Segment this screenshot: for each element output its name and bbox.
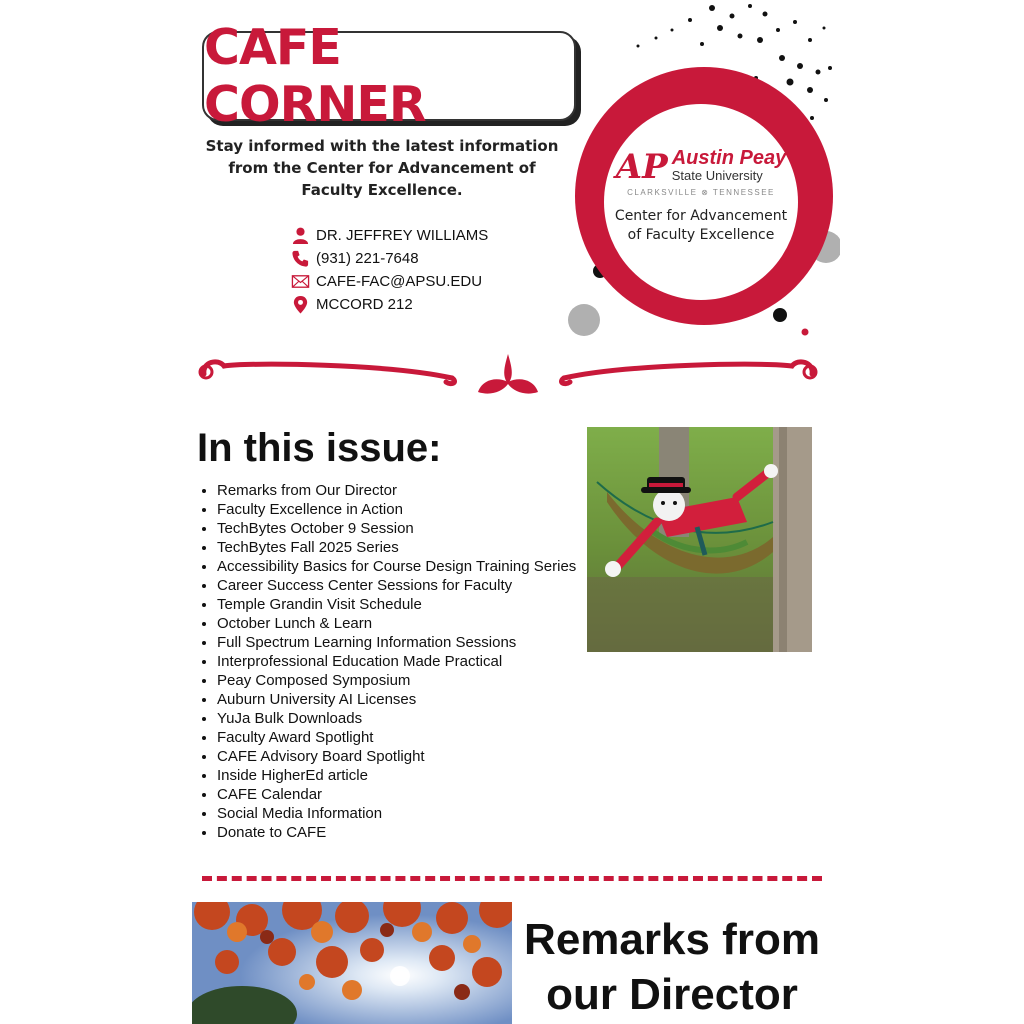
contact-director-text: DR. JEFFREY WILLIAMS [316, 226, 489, 244]
list-item: • Accessibility Basics for Course Design Training Series [217, 557, 587, 576]
list-item: • Full Spectrum Learning Information Sessions [217, 633, 587, 652]
list-item: • Remarks from Our Director [217, 481, 587, 500]
contact-location-text: MCCORD 212 [316, 295, 413, 313]
contact-phone[interactable] [291, 247, 571, 269]
remarks-heading: Remarks from our Director [524, 915, 820, 1019]
university-name-line1: Austin Peay [671, 147, 787, 169]
contact-email[interactable] [291, 270, 571, 292]
list-item: • October Lunch & Learn [217, 614, 587, 633]
cafe-badge-inner [604, 104, 798, 300]
center-name: Center for Advancement of Faculty Excellence [614, 208, 788, 243]
location-pin-icon [291, 295, 310, 314]
list-item: • Social Media Information [217, 804, 587, 823]
list-item: • Donate to CAFE [217, 823, 587, 842]
list-item: • Career Success Center Sessions for Faculty [217, 576, 587, 595]
section-divider [202, 876, 822, 881]
list-item: • Inside HigherEd article [217, 766, 587, 785]
contact-email-text[interactable]: CAFE-FAC@APSU.EDU [316, 272, 483, 290]
list-item: • Interprofessional Education Made Practical [217, 652, 587, 671]
contact-director [291, 224, 571, 246]
apsu-logo [616, 149, 786, 185]
university-location: CLARKSVILLE ⊗ TENNESSEE [627, 188, 775, 197]
page-title: CAFE CORNER [204, 19, 426, 133]
list-item: • Temple Grandin Visit Schedule [217, 595, 587, 614]
list-item: • Peay Composed Symposium [217, 671, 587, 690]
list-item: • CAFE Advisory Board Spotlight [217, 747, 587, 766]
envelope-icon [291, 272, 310, 291]
mascot-hammock-photo [587, 427, 812, 652]
ap-logo-mark: AP [615, 147, 668, 187]
list-item: • YuJa Bulk Downloads [217, 709, 587, 728]
list-item: • TechBytes October 9 Session [217, 519, 587, 538]
list-item: • CAFE Calendar [217, 785, 587, 804]
list-item: • Faculty Award Spotlight [217, 728, 587, 747]
person-icon [291, 226, 310, 245]
intro-text: Stay informed with the latest information from the Center for Advancement of Faculty Excellence. [205, 137, 559, 199]
flourish-divider [190, 348, 826, 400]
contact-location [291, 293, 571, 315]
list-item: • Faculty Excellence in Action [217, 500, 587, 519]
cafe-corner-title-box [202, 19, 576, 133]
issue-list [197, 481, 587, 842]
university-name-line2: State University [671, 168, 763, 183]
issue-heading: In this issue: [197, 426, 442, 470]
list-item: • TechBytes Fall 2025 Series [217, 538, 587, 557]
autumn-leaves-photo [192, 902, 512, 1024]
phone-icon [291, 249, 310, 268]
contact-phone-text[interactable]: (931) 221-7648 [316, 249, 419, 267]
list-item: • Auburn University AI Licenses [217, 690, 587, 709]
